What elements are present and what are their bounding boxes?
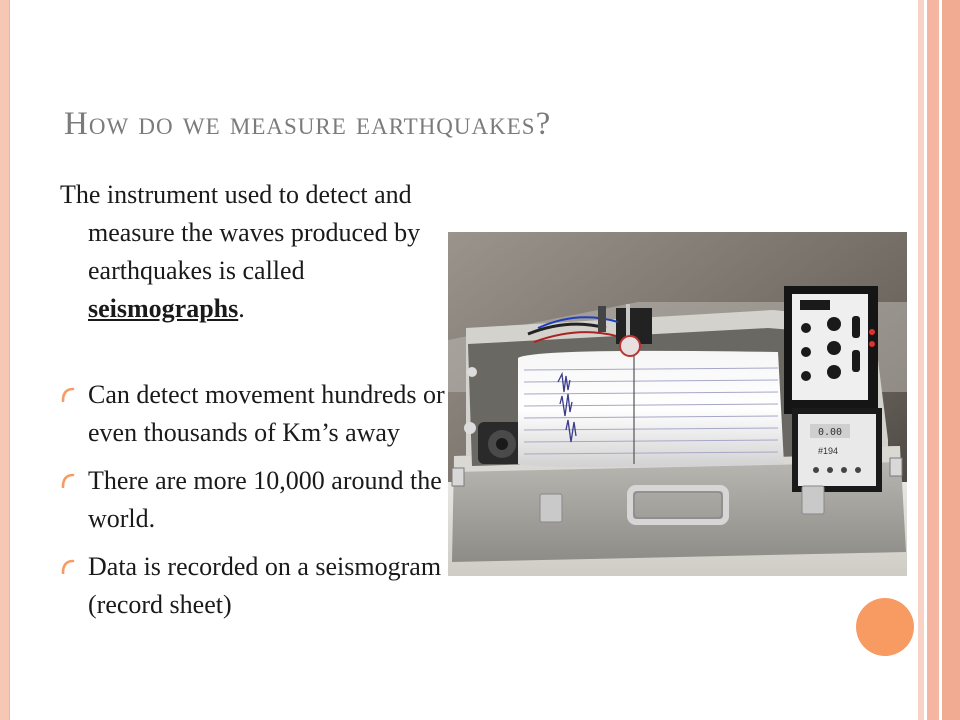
bullet-text: Can detect movement hundreds or even thousands of Km’s away bbox=[88, 380, 445, 447]
bullet-item bbox=[60, 548, 450, 624]
bullet-text: Data is recorded on a seismogram (record sheet) bbox=[88, 552, 442, 619]
intro-suffix: . bbox=[238, 294, 245, 323]
right-border-decoration bbox=[918, 0, 960, 720]
left-border-decoration bbox=[0, 0, 10, 720]
bullet-arc-icon bbox=[61, 386, 75, 402]
slide-title: How do we measure earthquakes? bbox=[64, 106, 552, 142]
bullet-list bbox=[60, 376, 450, 634]
bullet-text: There are more 10,000 around the world. bbox=[88, 466, 442, 533]
device-number-label: #194 bbox=[818, 446, 839, 456]
seismograph-illustration bbox=[448, 232, 907, 576]
seismograph-photo bbox=[448, 232, 907, 576]
bullet-item bbox=[60, 376, 450, 452]
bullet-arc-icon bbox=[61, 472, 75, 488]
bullet-arc-icon bbox=[61, 558, 75, 574]
key-term: seismographs bbox=[88, 294, 239, 323]
intro-text: The instrument used to detect and measure the waves produced by earthquakes is called bbox=[60, 180, 421, 285]
bullet-item bbox=[60, 462, 450, 538]
decorative-circle bbox=[856, 598, 914, 656]
intro-paragraph bbox=[60, 176, 466, 328]
meter-readout: 0.00 bbox=[817, 427, 843, 438]
